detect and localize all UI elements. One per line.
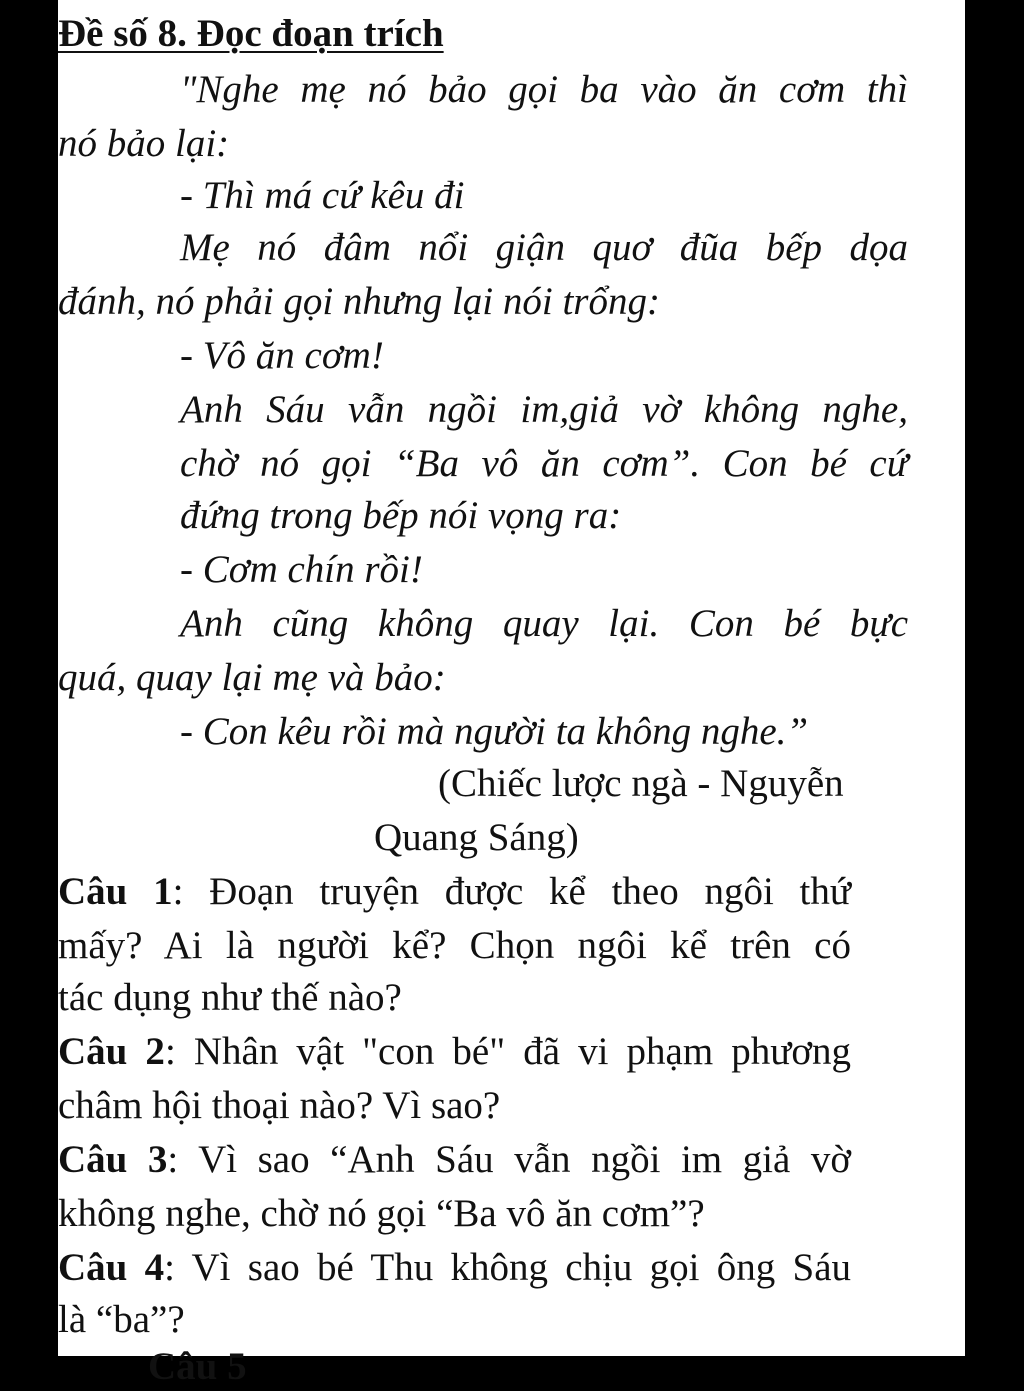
passage-line: chờ nó gọi “Ba vô ăn cơm”. Con bé cứ — [180, 442, 908, 485]
question-line: mấy? Ai là người kể? Chọn ngôi kể trên có — [58, 924, 851, 967]
cut-off-line: Câu 5 — [148, 1345, 247, 1388]
question-line: tác dụng như thế nào? — [58, 976, 402, 1019]
question-text: : Nhân vật "con bé" đã vi phạm phương — [164, 1030, 852, 1073]
passage-line: nó bảo lại: — [58, 122, 230, 165]
passage-line: quá, quay lại mẹ và bảo: — [58, 656, 446, 699]
document-page — [58, 0, 965, 1388]
question-text: : Vì sao bé Thu không chịu gọi ông Sáu — [164, 1246, 852, 1289]
passage-line: "Nghe mẹ nó bảo gọi ba vào ăn cơm thì — [180, 68, 908, 111]
source-line: Quang Sáng) — [374, 816, 579, 859]
exam-title: Đề số 8. Đọc đoạn trích — [58, 12, 444, 55]
passage-line: Mẹ nó đâm nổi giận quơ đũa bếp dọa — [180, 226, 908, 269]
cut-off-text — [148, 1345, 308, 1388]
question-line: không nghe, chờ nó gọi “Ba vô ăn cơm”? — [58, 1192, 705, 1235]
question-line — [58, 1244, 851, 1292]
passage-line: Anh Sáu vẫn ngồi im,giả vờ không nghe, — [180, 388, 908, 431]
question-label: Câu 3 — [58, 1138, 168, 1181]
question-line — [58, 868, 851, 916]
passage-line: - Con kêu rồi mà người ta không nghe.” — [180, 710, 809, 753]
passage-line: Anh cũng không quay lại. Con bé bực — [180, 602, 908, 645]
question-line: là “ba”? — [58, 1298, 185, 1341]
question-text: : Đoạn truyện được kể theo ngôi thứ — [172, 870, 851, 913]
question-label: Câu 1 — [58, 870, 173, 913]
question-label: Câu 4 — [58, 1246, 165, 1289]
question-line: châm hội thoại nào? Vì sao? — [58, 1084, 501, 1127]
question-label: Câu 2 — [58, 1030, 165, 1073]
passage-line: - Cơm chín rồi! — [180, 548, 423, 591]
passage-line: đứng trong bếp nói vọng ra: — [180, 494, 622, 537]
passage-line: - Vô ăn cơm! — [180, 334, 384, 377]
question-text: : Vì sao “Anh Sáu vẫn ngồi im giả vờ — [167, 1138, 851, 1181]
passage-line: đánh, nó phải gọi nhưng lại nói trổng: — [58, 280, 660, 323]
source-line: (Chiếc lược ngà - Nguyễn — [438, 762, 844, 805]
passage-line: - Thì má cứ kêu đi — [180, 174, 465, 217]
question-line — [58, 1136, 851, 1184]
question-line — [58, 1028, 851, 1076]
